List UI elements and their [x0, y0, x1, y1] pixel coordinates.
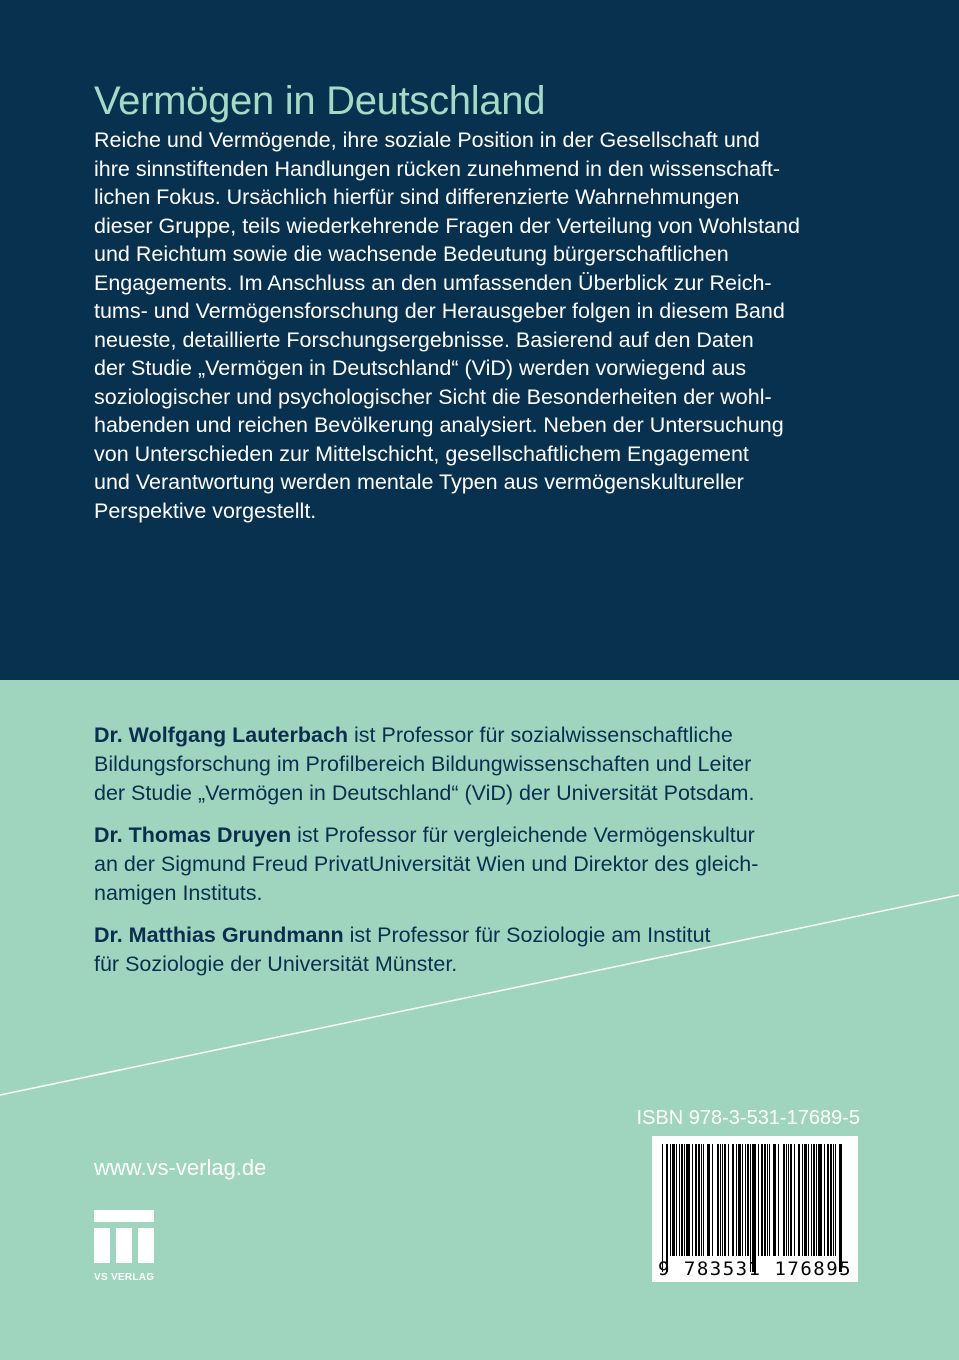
blurb-line: lichen Fokus. Ursächlich hierfür sind differenzierte Wahrnehmungen	[94, 185, 740, 209]
barcode-bar	[798, 1144, 800, 1256]
author-bio	[94, 921, 758, 979]
barcode-bar	[747, 1144, 749, 1256]
blurb	[94, 126, 800, 525]
author-bio	[94, 821, 758, 908]
blurb-line: tums- und Vermögensforschung der Herausgeber folgen in diesem Band	[94, 299, 785, 323]
barcode-bar	[692, 1144, 693, 1256]
barcode-bar	[752, 1144, 756, 1272]
blurb-line: Perspektive vorgestellt.	[94, 498, 317, 523]
barcode-bar	[833, 1144, 834, 1256]
barcode-bar	[839, 1144, 842, 1272]
author-bio-text: ist Professor für Soziologie am Institut	[343, 923, 711, 947]
barcode-bar	[736, 1144, 737, 1256]
barcode-bar	[808, 1144, 809, 1256]
svg-text:VS VERLAG: VS VERLAG	[94, 1272, 154, 1283]
blurb-line: soziologischer und psychologischer Sicht die Besonderheiten der wohl-	[94, 384, 772, 409]
barcode-bar	[764, 1144, 766, 1256]
barcode-bar	[835, 1144, 836, 1256]
barcode-bar	[783, 1144, 785, 1256]
barcode-bar	[732, 1144, 734, 1256]
author-name: Dr. Wolfgang Lauterbach	[94, 723, 349, 747]
blurb-line: Engagements. Im Anschluss an den umfassenden Überblick zur Reich-	[94, 270, 772, 295]
barcode-bar	[818, 1144, 822, 1256]
blurb-line: habenden und reichen Bevölkerung analysiert. Neben der Untersuchung	[94, 413, 784, 437]
blurb-line: neueste, detaillierte Forschungsergebnisse. Basierend auf den Daten	[94, 327, 754, 352]
author-bio-line	[94, 721, 758, 750]
author-bio-line: namigen Instituts.	[94, 881, 263, 905]
barcode-bar	[824, 1144, 825, 1256]
barcode-bar	[830, 1144, 832, 1256]
barcode-bar	[662, 1144, 663, 1272]
barcode	[652, 1136, 858, 1282]
blurb-line: dieser Gruppe, teils wiederkehrende Fragen der Verteilung von Wohlstand	[94, 213, 800, 238]
barcode-bar	[707, 1144, 710, 1256]
barcode-bar	[802, 1144, 803, 1256]
barcode-bar	[681, 1144, 683, 1256]
barcode-bar	[767, 1144, 768, 1256]
barcode-bar	[728, 1144, 729, 1256]
blurb-line: ihre sinnstiftenden Handlungen rücken zunehmend in den wissenschaft-	[94, 156, 781, 181]
author-bio-line: für Soziologie der Universität Münster.	[94, 952, 458, 976]
author-bio-line	[94, 921, 758, 950]
barcode-bar	[790, 1144, 792, 1256]
barcode-bar	[712, 1144, 713, 1256]
barcode-bar	[738, 1144, 741, 1256]
barcode-bar	[676, 1144, 677, 1256]
author-bio-line: Bildungsforschung im Profilbereich Bildungwissenschaften und Leiter	[94, 752, 752, 776]
barcode-bar	[827, 1144, 829, 1256]
author-bio-text: ist Professor für vergleichende Vermögenskultur	[291, 823, 755, 847]
barcode-bar	[811, 1144, 812, 1256]
author-bio-line	[94, 821, 758, 850]
barcode-bar	[758, 1144, 759, 1256]
barcode-bar	[750, 1144, 751, 1272]
vs-verlag-logo	[94, 1210, 154, 1285]
barcode-bar	[679, 1144, 680, 1256]
barcode-bar	[701, 1144, 702, 1256]
author-bios	[94, 721, 758, 992]
barcode-bar	[769, 1144, 770, 1256]
barcode-bar	[773, 1144, 776, 1256]
barcode-bar	[666, 1144, 668, 1272]
barcode-bar	[722, 1144, 723, 1256]
barcode-bar	[686, 1144, 690, 1256]
barcode-bar	[698, 1144, 700, 1256]
barcode-digits: 9 783531 176895	[658, 1258, 853, 1280]
barcode-bar	[778, 1144, 779, 1256]
barcode-bar	[788, 1144, 789, 1256]
blurb-line: und Reichtum sowie die wachsende Bedeutung bürgerschaftlichen	[94, 242, 729, 266]
blurb-line: Reiche und Vermögende, ihre soziale Position in der Gesellschaft und	[94, 128, 760, 152]
barcode-bar	[717, 1144, 719, 1256]
barcode-bar	[786, 1144, 787, 1256]
author-bio-line: an der Sigmund Freud PrivatUniversität Wien und Direktor des gleich-	[94, 852, 759, 876]
barcode-bar	[724, 1144, 726, 1256]
barcode-bar	[742, 1144, 743, 1256]
publisher-url[interactable]: www.vs-verlag.de	[94, 1155, 267, 1180]
author-bio-line: der Studie „Vermögen in Deutschland“ (ViD) der Universität Potsdam.	[94, 781, 755, 805]
barcode-bar	[813, 1144, 815, 1256]
barcode-bar	[703, 1144, 704, 1256]
barcode-bar	[794, 1144, 795, 1256]
isbn-label: ISBN 978-3-531-17689-5	[636, 1107, 860, 1129]
author-bio	[94, 721, 758, 808]
blurb-line: von Unterschieden zur Mittelschicht, gesellschaftlichem Engagement	[94, 441, 749, 466]
barcode-bar	[816, 1144, 817, 1256]
book-title: Vermögen in Deutschland	[94, 78, 546, 123]
barcode-bar	[761, 1144, 763, 1256]
author-name: Dr. Thomas Druyen	[94, 823, 292, 847]
author-bio-text: ist Professor für sozialwissenschaftliche	[348, 723, 733, 747]
barcode-bar	[670, 1144, 671, 1256]
barcode-bar	[745, 1144, 746, 1256]
barcode-bar	[804, 1144, 807, 1256]
author-name: Dr. Matthias Grundmann	[94, 923, 344, 947]
barcode-bar	[720, 1144, 721, 1256]
barcode-bar	[695, 1144, 697, 1256]
barcode-bar	[684, 1144, 685, 1256]
barcode-bar	[672, 1144, 675, 1256]
blurb-line: und Verantwortung werden mentale Typen aus vermögenskultureller	[94, 470, 744, 494]
blurb-line: der Studie „Vermögen in Deutschland“ (ViD) werden vorwiegend aus	[94, 356, 747, 380]
